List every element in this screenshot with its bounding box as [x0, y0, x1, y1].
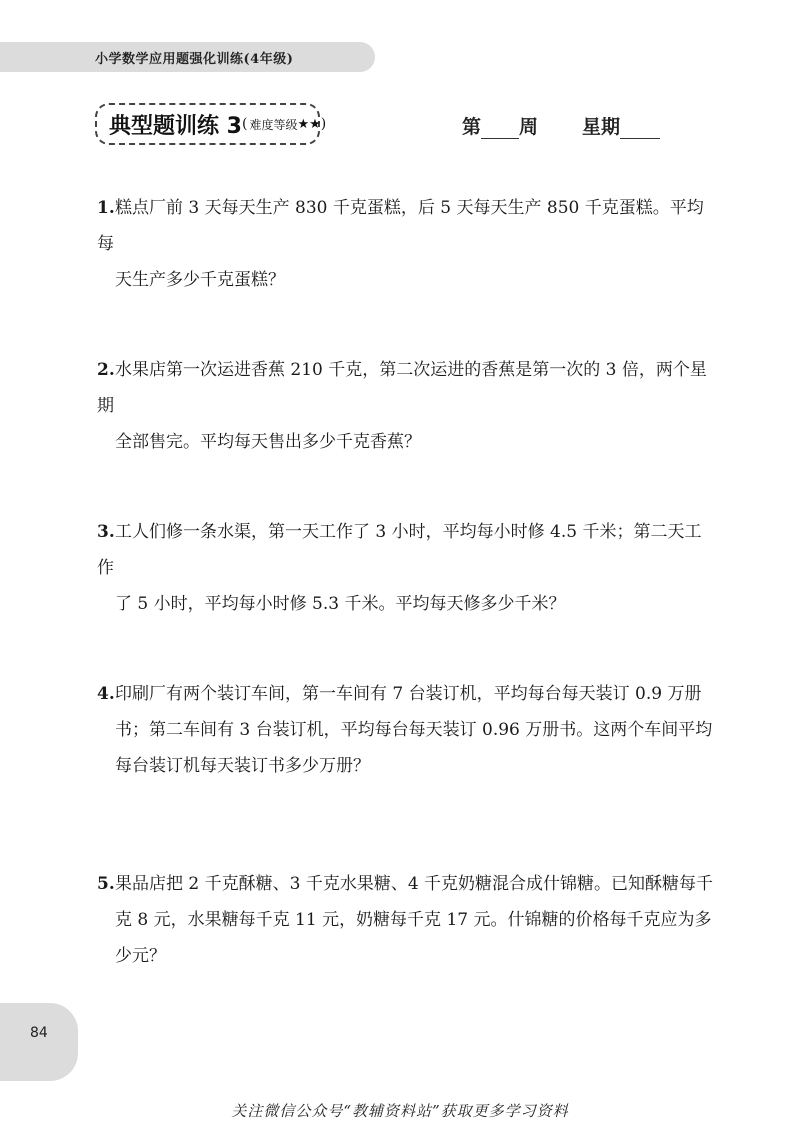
- problem-line: 4.印刷厂有两个装订车间，第一车间有 7 台装订机，平均每台每天装订 0.9 万册: [97, 676, 717, 712]
- problem-number: 1.: [97, 198, 115, 218]
- problem-number: 3.: [97, 522, 115, 542]
- problem-line: 每台装订机每天装订书多少万册？: [115, 756, 370, 776]
- footer-note: 关注微信公众号“教辅资料站”获取更多学习资料: [231, 1102, 569, 1120]
- difficulty-stars: ★★: [297, 116, 321, 132]
- week-blank: [481, 118, 519, 139]
- problem-number: 4.: [97, 684, 115, 704]
- week-suffix: 周: [519, 116, 539, 138]
- problem-3: [97, 514, 717, 622]
- section-title: 典型题训练 3: [109, 113, 242, 139]
- problem-line: 书；第二车间有 3 台装订机，平均每台每天装订 0.96 万册书。这两个车间平均: [115, 720, 713, 740]
- problem-line: 3.工人们修一条水渠，第一天工作了 3 小时，平均每小时修 4.5 千米；第二天工作: [97, 514, 717, 586]
- page-number-tab: [0, 1003, 78, 1081]
- problem-line: 克 8 元，水果糖每千克 11 元，奶糖每千克 17 元。什锦糖的价格每千克应为多: [115, 910, 712, 930]
- problem-line: 少元？: [115, 946, 166, 966]
- problem-number: 5.: [97, 874, 115, 894]
- problem-line: 2.水果店第一次运进香蕉 210 千克，第二次运进的香蕉是第一次的 3 倍，两个星期: [97, 352, 717, 424]
- section-title-box: [95, 103, 327, 145]
- problem-1: [97, 190, 717, 298]
- page-number: 84: [30, 1025, 48, 1041]
- book-title: 小学数学应用题强化训练(4年级): [95, 52, 294, 67]
- weekday-label: 星期: [582, 116, 621, 138]
- problem-5: [97, 866, 717, 974]
- problem-number: 2.: [97, 360, 115, 380]
- week-prefix: 第: [462, 116, 482, 138]
- problem-4: [97, 676, 717, 784]
- difficulty-paren-open: (: [241, 116, 248, 132]
- difficulty-label: 难度等级: [249, 117, 298, 132]
- date-fields: [462, 112, 660, 139]
- problem-line: 5.果品店把 2 千克酥糖、3 千克水果糖、4 千克奶糖混合成什锦糖。已知酥糖每千: [97, 866, 717, 902]
- problem-line: 1.糕点厂前 3 天每天生产 830 千克蛋糕，后 5 天每天生产 850 千克蛋糕。平均每: [97, 190, 717, 262]
- problem-line: 天生产多少千克蛋糕？: [115, 270, 285, 290]
- difficulty-paren-close: ): [320, 116, 327, 132]
- problem-line: 全部售完。平均每天售出多少千克香蕉？: [115, 432, 421, 452]
- problem-2: [97, 352, 717, 460]
- problem-line: 了 5 小时，平均每小时修 5.3 千米。平均每天修多少千米？: [115, 594, 566, 614]
- weekday-blank: [620, 118, 660, 139]
